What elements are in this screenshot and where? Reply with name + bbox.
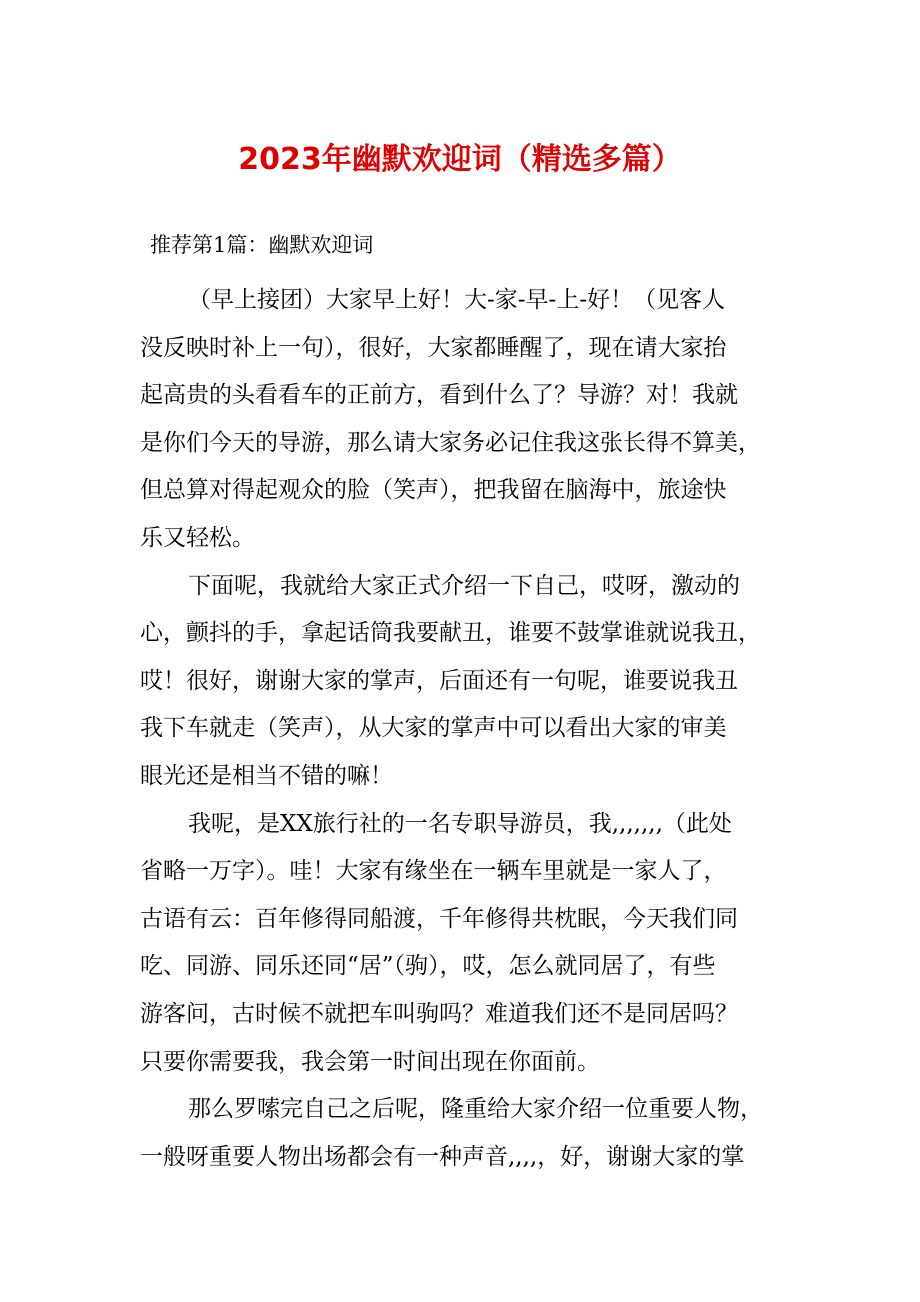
paragraph-line: 没反映时补上一句），很好，大家都睡醒了，现在请大家抬	[140, 334, 727, 361]
paragraph-line: 心，颤抖的手，拿起话筒我要献丑，谁要不鼓掌谁就说我丑，	[140, 620, 761, 647]
document-body	[140, 277, 800, 1181]
paragraph-line: 下面呢，我就给大家正式介绍一下自己，哎呀，激动的	[188, 572, 740, 599]
paragraph-line: 但总算对得起观众的脸（笑声），把我留在脑海中，旅途快	[140, 477, 727, 504]
document-title: 2023年幽默欢迎词（精选多篇）	[238, 142, 682, 177]
paragraph-line: 古语有云：百年修得同船渡，千年修得共枕眠，今天我们同	[140, 905, 738, 932]
paragraph-line: 起高贵的头看看车的正前方，看到什么了？导游？对！我就	[140, 382, 738, 409]
paragraph-line: 吃、同游、同乐还同“居”（驹），哎，怎么就同居了，有些	[140, 953, 716, 980]
paragraph-line: （早上接团）大家早上好！大-家-早-上-好！（见客人	[188, 287, 726, 313]
paragraph-line: 乐又轻松。	[140, 524, 255, 551]
section-heading: 推荐第1篇：幽默欢迎词	[150, 233, 374, 257]
paragraph-line: 只要你需要我，我会第一时间出现在你面前。	[140, 1048, 600, 1075]
paragraph-line: 游客问，古时候不就把车叫驹吗？难道我们还不是同居吗？	[140, 1000, 738, 1027]
paragraph-line: 我呢，是XX旅行社的一名专职导游员，我,,,,,,,（此处	[188, 810, 732, 837]
paragraph-line: 是你们今天的导游，那么请大家务必记住我这张长得不算美，	[140, 429, 761, 456]
paragraph-line: 眼光还是相当不错的嘛！	[140, 762, 393, 789]
paragraph-line: 我下车就走（笑声），从大家的掌声中可以看出大家的审美	[140, 715, 727, 742]
paragraph-line: 一般呀重要人物出场都会有一种声音,,,,，好，谢谢大家的掌	[140, 1143, 745, 1170]
paragraph-line: 省略一万字）。哇！大家有缘坐在一辆车里就是一家人了，	[140, 858, 727, 885]
paragraph-line: 那么罗嗦完自己之后呢，隆重给大家介绍一位重要人物，	[188, 1096, 763, 1123]
paragraph-line: 哎！很好，谢谢大家的掌声，后面还有一句呢，谁要说我丑	[140, 667, 738, 694]
